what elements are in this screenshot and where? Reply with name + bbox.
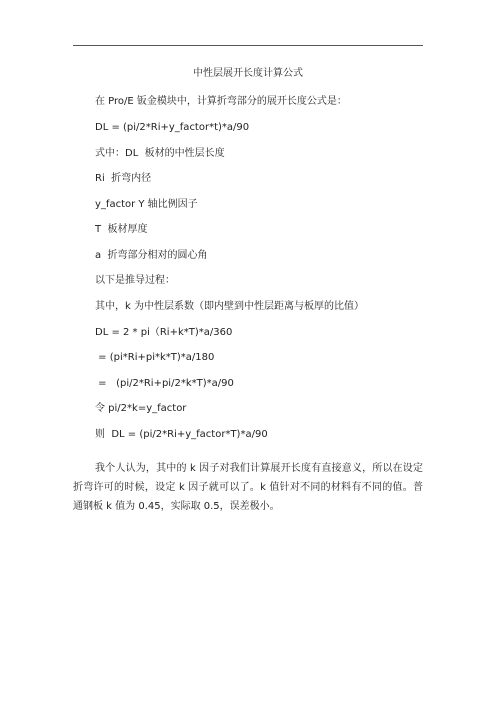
derivation-step-2: = (pi*Ri+pi*k*T)*a/180 — [95, 352, 215, 363]
header-rule — [73, 45, 423, 46]
definition-dl: 式中：DL 板材的中性层长度 — [95, 148, 225, 159]
definition-y-factor: y_factor Y 轴比例因子 — [95, 199, 198, 210]
derivation-heading: 以下是推导过程： — [95, 275, 175, 286]
definition-ri: Ri 折弯内径 — [95, 173, 152, 184]
derivation-step-1: DL = 2 * pi（Ri+k*T)*a/360 — [95, 327, 233, 338]
derivation-k-definition: 其中，k 为中性层系数（即内壁到中性层距离与板厚的比值） — [95, 301, 364, 312]
conclusion-paragraph: 我个人认为，其中的 k 因子对我们计算展开长度有直接意义，所以在设定折弯许可的时候，设定 k 因子就可以了。k 值针对不同的材料有不同的值。普通钢板 k 值为 0.45，实际取 0.5，误差极小。 — [73, 463, 423, 512]
definition-a: a 折弯部分相对的圆心角 — [95, 250, 208, 261]
derivation-result: 则 DL = (pi/2*Ri+y_factor*T)*a/90 — [95, 429, 268, 440]
derivation-substitution: 令 pi/2*k=y_factor — [95, 403, 187, 414]
definition-t: T 板材厚度 — [95, 224, 148, 235]
intro-line: 在 Pro/E 钣金模块中，计算折弯部分的展开长度公式是： — [95, 96, 347, 107]
formula-line: DL = (pi/2*Ri+y_factor*t)*a/90 — [95, 122, 250, 133]
document-title: 中性层展开长度计算公式 — [193, 68, 303, 79]
derivation-step-3: = (pi/2*Ri+pi/2*k*T)*a/90 — [95, 378, 234, 389]
